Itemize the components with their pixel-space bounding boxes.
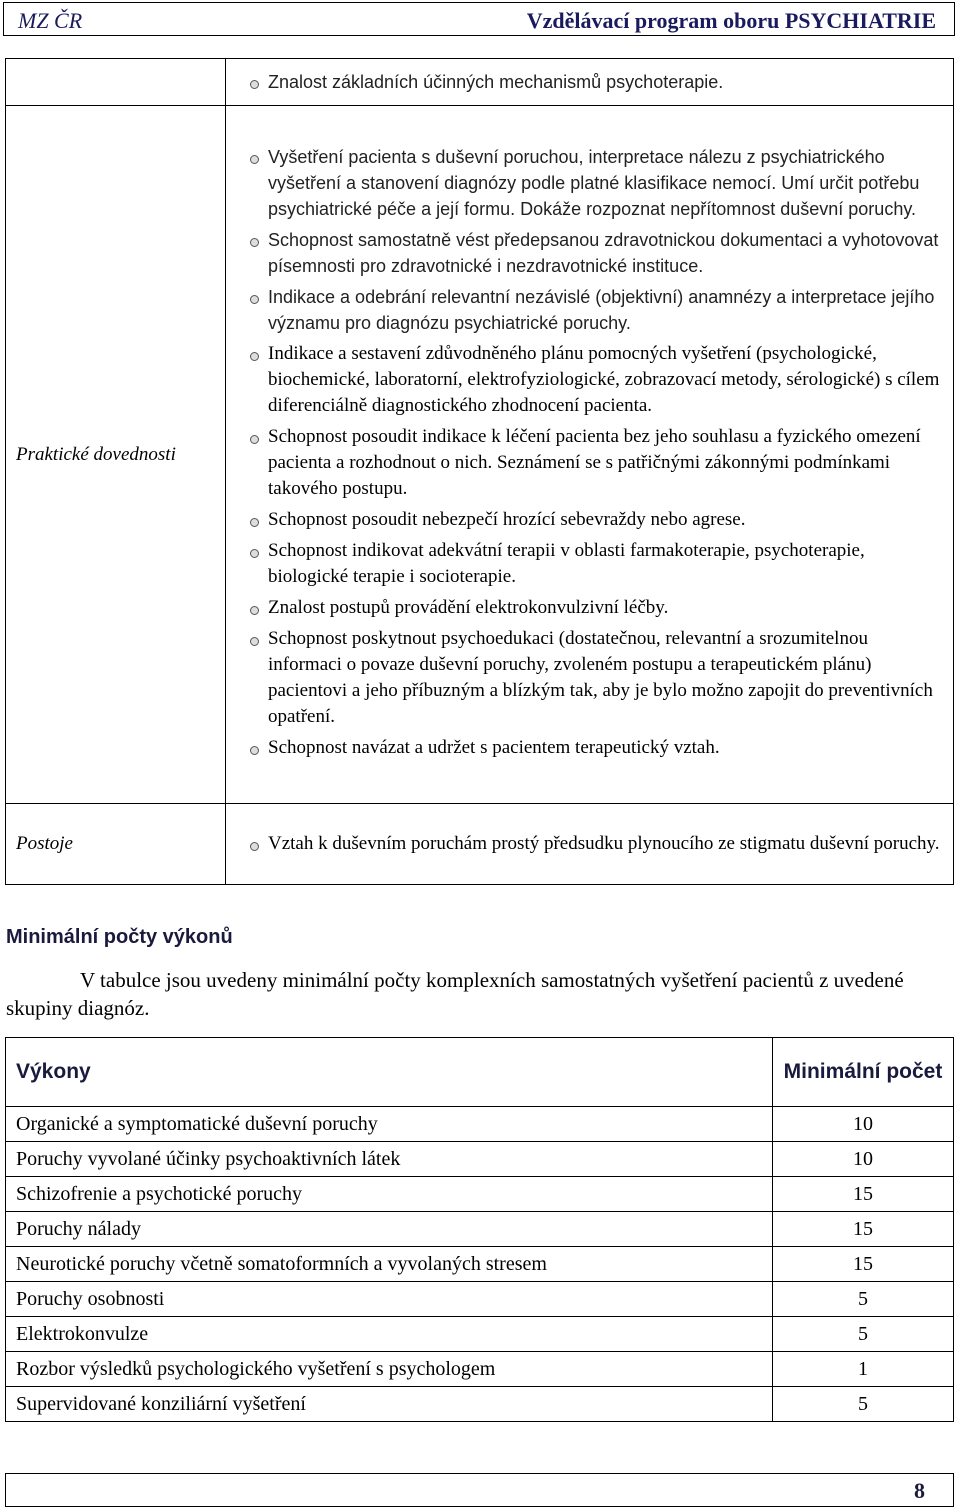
list-item: Vyšetření pacienta s duševní poruchou, interpretace nálezu z psychiatrického vyšetření a stanovení diagnózy podle platné klasifikace nemocí. Umí určit potřebu psychiatrické péče a její formu. Dokáže rozpoznat nepřítomnost duševní poruchy. (248, 144, 943, 222)
table-row (6, 1282, 954, 1317)
bullet-icon (250, 549, 259, 558)
table-row (6, 1387, 954, 1422)
procedure-count: 5 (773, 1282, 954, 1317)
list-item: Schopnost posoudit indikace k léčení pacienta bez jeho souhlasu a fyzického omezení pacienta a rozhodnout o nich. Seznámení se s patřičnými zákonnými podmínkami takového postupu. (248, 424, 943, 502)
procedure-name: Organické a symptomatické duševní poruchy (6, 1107, 773, 1142)
list-item: Indikace a sestavení zdůvodněného plánu pomocných vyšetření (psychologické, biochemické, laboratorní, elektrofyziologické, zobrazovací metody, sérologické) s cílem diferenciálně diagnostického zhodnocení pacienta. (248, 341, 943, 419)
procedure-count: 10 (773, 1142, 954, 1177)
list-item: Schopnost navázat a udržet s pacientem terapeutický vztah. (248, 735, 943, 761)
table-row (6, 1177, 954, 1212)
competency-row-knowledge (6, 59, 954, 106)
procedure-count: 15 (773, 1177, 954, 1212)
practical-skills-label: Praktické dovednosti (6, 106, 226, 804)
page-header (3, 2, 955, 36)
table-row (6, 1352, 954, 1387)
header-ministry: MZ ČR (18, 8, 83, 33)
procedure-count: 1 (773, 1352, 954, 1387)
list-item: Schopnost poskytnout psychoedukaci (dostatečnou, relevantní a srozumitelnou informaci o povaze duševní poruchy, zvoleném postupu a terapeutickém plánu) pacientovi a jeho příbuzným a blízkým tak, aby je bylo možno zapojit do preventivních opatření. (248, 626, 943, 730)
bullet-icon (250, 80, 259, 89)
procedure-name: Elektrokonvulze (6, 1317, 773, 1352)
list-item: Indikace a odebrání relevantní nezávislé (objektivní) anamnézy a interpretace jejího významu pro diagnózu psychiatrické poruchy. (248, 284, 943, 336)
procedure-name: Supervidované konziliární vyšetření (6, 1387, 773, 1422)
header-program-title: Vzdělávací program oboru PSYCHIATRIE (526, 8, 936, 33)
intro-paragraph: V tabulce jsou uvedeny minimální počty komplexních samostatných vyšetření pacientů z uvedené skupiny diagnóz. (6, 968, 904, 1020)
procedure-count: 15 (773, 1247, 954, 1282)
table-row (6, 1317, 954, 1352)
attitudes-label: Postoje (6, 804, 226, 885)
bullet-icon (250, 295, 259, 304)
list-item: Vztah k duševním poruchám prostý předsudku plynoucího ze stigmatu duševní poruchy. (248, 831, 943, 857)
procedure-count: 15 (773, 1212, 954, 1247)
performance-table (5, 1037, 954, 1422)
knowledge-items (226, 59, 954, 106)
header-procedures: Výkony (6, 1038, 773, 1107)
header-min-count: Minimální počet (773, 1038, 954, 1107)
list-item: Schopnost posoudit nebezpečí hrozící sebevraždy nebo agrese. (248, 507, 943, 533)
bullet-icon (250, 518, 259, 527)
procedure-count: 10 (773, 1107, 954, 1142)
list-item: Znalost postupů provádění elektrokonvulzivní léčby. (248, 595, 943, 621)
procedure-name: Poruchy osobnosti (6, 1282, 773, 1317)
procedure-name: Poruchy nálady (6, 1212, 773, 1247)
bullet-icon (250, 842, 259, 851)
empty-label-cell (6, 59, 226, 106)
procedure-count: 5 (773, 1317, 954, 1352)
practical-items (226, 106, 954, 804)
competencies-table (5, 58, 954, 885)
section-title: Minimální počty výkonů (6, 926, 233, 948)
table-row (6, 1247, 954, 1282)
procedure-name: Schizofrenie a psychotické poruchy (6, 1177, 773, 1212)
table-row (6, 1107, 954, 1142)
competency-row-attitudes (6, 804, 954, 885)
bullet-icon (250, 435, 259, 444)
bullet-icon (250, 637, 259, 646)
table-row (6, 1142, 954, 1177)
table-header-row (6, 1038, 954, 1107)
bullet-icon (250, 746, 259, 755)
bullet-icon (250, 238, 259, 247)
page-footer (5, 1473, 954, 1507)
competency-row-practical (6, 106, 954, 804)
list-item: Schopnost samostatně vést předepsanou zdravotnickou dokumentaci a vyhotovovat písemnosti pro zdravotnické i nezdravotnické instituce. (248, 227, 943, 279)
list-item: Znalost základních účinných mechanismů psychoterapie. (248, 69, 943, 95)
procedure-name: Poruchy vyvolané účinky psychoaktivních látek (6, 1142, 773, 1177)
bullet-icon (250, 352, 259, 361)
procedure-name: Neurotické poruchy včetně somatoformních a vyvolaných stresem (6, 1247, 773, 1282)
attitudes-items (226, 804, 954, 885)
list-item: Schopnost indikovat adekvátní terapii v oblasti farmakoterapie, psychoterapie, biologické terapie i socioterapie. (248, 538, 943, 590)
procedure-name: Rozbor výsledků psychologického vyšetření s psychologem (6, 1352, 773, 1387)
table-row (6, 1212, 954, 1247)
procedure-count: 5 (773, 1387, 954, 1422)
page-number: 8 (914, 1478, 925, 1503)
bullet-icon (250, 606, 259, 615)
bullet-icon (250, 155, 259, 164)
